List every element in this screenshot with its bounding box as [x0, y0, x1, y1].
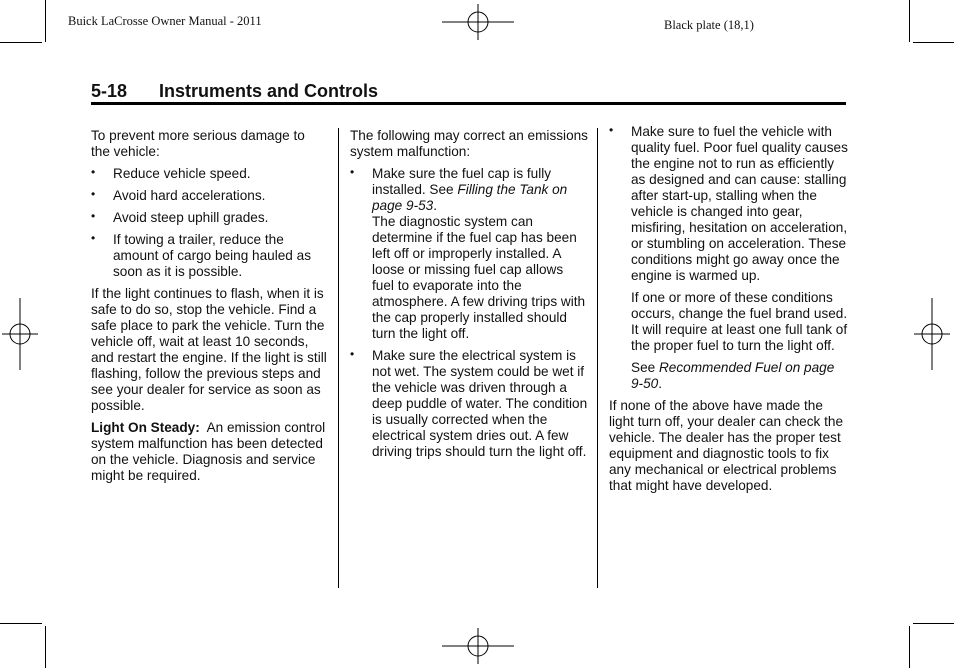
see-reference	[609, 360, 849, 392]
section-heading	[91, 80, 846, 102]
steady-label: Light On Steady:	[91, 420, 200, 435]
column-3	[609, 124, 849, 500]
list-item: • Make sure to fuel the vehicle with quality fuel. Poor fuel quality causes the engine not to run as efficiently as designed and can cause: stalling after start-up, stalling when the vehicle is changed into gear, misfiring, hesitation on acceleration, or stumbling on acceleration. These conditions might go away once the engine is warmed up.	[609, 124, 849, 284]
crop-mark	[909, 626, 910, 668]
crop-mark	[0, 623, 42, 624]
list-item: • Avoid steep uphill grades.	[91, 210, 327, 226]
crop-mark	[909, 0, 910, 42]
punctuation: .	[658, 376, 662, 391]
punctuation: .	[433, 198, 438, 213]
final-paragraph: If none of the above have made the light turn off, your dealer can check the vehicle. The dealer has the proper test equipment and diagnostic tools to fix any mechanical or electrical problems that might have developed.	[609, 398, 844, 493]
registration-mark-top	[442, 4, 514, 40]
crop-mark	[913, 42, 954, 43]
flash-paragraph: If the light continues to flash, when it is safe to do so, stop the vehicle. Find a safe place to park the vehicle. Turn the vehicle off, wait at least 10 seconds, and restart the engine. If the light is still flashing, follow the previous steps and see your dealer for service as soon as possible.	[91, 286, 327, 413]
plate-label: Black plate (18,1)	[664, 18, 754, 32]
col2-intro: The following may correct an emissions system malfunction:	[350, 128, 588, 159]
fuel-cap-detail: The diagnostic system can determine if the fuel cap has been left off or improperly installed. A loose or missing fuel cap allows fuel to evaporate into the atmosphere. A few driving trips with the cap properly installed should turn the light off.	[372, 214, 586, 341]
registration-mark-left	[2, 298, 38, 370]
list-item: • Make sure the electrical system is not wet. The system could be wet if the vehicle was driven through a deep puddle of water. The condition is usually corrected when the electrical system dries out. A few driving trips should turn the light off.	[350, 348, 588, 460]
manual-title: Buick LaCrosse Owner Manual - 2011	[68, 14, 262, 28]
section-title: Instruments and Controls	[159, 81, 379, 101]
crop-mark	[45, 0, 46, 42]
crop-mark	[913, 623, 954, 624]
list-item	[350, 166, 588, 342]
recommended-fuel-link[interactable]: Recommended Fuel on page 9-50	[631, 360, 835, 391]
list-item: • Reduce vehicle speed.	[91, 166, 327, 182]
list-item: • Avoid hard accelerations.	[91, 188, 327, 204]
column-divider	[338, 128, 339, 588]
crop-mark	[0, 42, 42, 43]
col1-intro: To prevent more serious damage to the vehicle:	[91, 128, 305, 159]
registration-mark-bottom	[442, 628, 514, 664]
registration-mark-right	[914, 298, 950, 370]
steady-text: An emission control system malfunction has been detected on the vehicle. Diagnosis and service might be required.	[91, 420, 326, 483]
filling-tank-link[interactable]: Filling the Tank on page 9-53	[372, 182, 568, 213]
heading-rule	[91, 102, 846, 105]
fuel-cap-text: Make sure the fuel cap is fully installed. See	[372, 166, 552, 197]
crop-mark	[45, 626, 46, 668]
column-divider	[597, 128, 598, 588]
page-number: 5-18	[91, 81, 128, 101]
column-1	[91, 128, 327, 490]
list-item: • If towing a trailer, reduce the amount of cargo being hauled as soon as it is possible.	[91, 232, 327, 280]
steady-paragraph	[91, 420, 327, 484]
see-label: See	[631, 360, 659, 375]
fuel-brand-paragraph: If one or more of these conditions occurs, change the fuel brand used. It will require at least one full tank of the proper fuel to turn the light off.	[631, 290, 848, 353]
column-2	[350, 128, 588, 466]
